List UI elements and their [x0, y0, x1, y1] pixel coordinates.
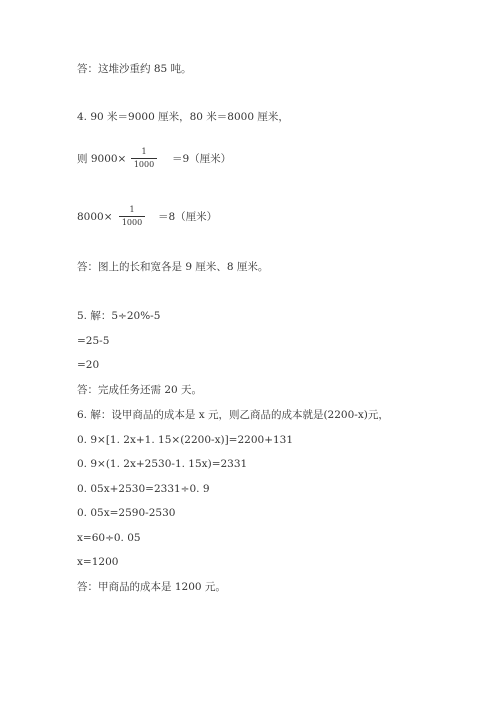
problem-4-line: 4. 90 米＝9000 厘米，80 米＝8000 厘米， — [77, 111, 289, 123]
answer-line-4: 答：图上的长和宽各是 9 厘米、8 厘米。 — [77, 261, 269, 273]
problem-4-calc-1-post: ＝9（厘米） — [172, 153, 232, 165]
answer-line-5: 答：完成任务还需 20 天。 — [77, 384, 203, 396]
problem-5-step-2: =20 — [77, 359, 100, 371]
fraction-1-numerator: 1 — [141, 147, 147, 156]
problem-6-step-1: 0. 9×[1. 2x+1. 15×(2200-x)]=2200+131 — [77, 434, 294, 446]
answer-line-1: 答：这堆沙重约 85 吨。 — [77, 63, 192, 75]
problem-5-line: 5. 解：5÷20%-5 — [77, 310, 161, 322]
problem-6-step-6: x=1200 — [77, 556, 119, 568]
fraction-2-numerator: 1 — [129, 205, 135, 214]
fraction-1-bar — [131, 158, 157, 159]
fraction-1-denominator: 1000 — [133, 160, 155, 169]
fraction-1 — [131, 147, 157, 170]
fraction-2-bar — [119, 216, 145, 217]
problem-6-step-3: 0. 05x+2530=2331÷0. 9 — [77, 483, 210, 495]
problem-6-line: 6. 解：设甲商品的成本是 x 元，则乙商品的成本就是(2200-x)元， — [77, 409, 389, 421]
answer-line-6: 答：甲商品的成本是 1200 元。 — [77, 581, 226, 593]
fraction-2 — [119, 205, 145, 228]
problem-4-calc-2-pre: 8000× — [77, 211, 113, 223]
problem-6-step-4: 0. 05x=2590-2530 — [77, 507, 176, 519]
problem-5-step-1: =25-5 — [77, 335, 110, 347]
problem-4-calc-2-post: ＝8（厘米） — [158, 211, 218, 223]
problem-4-calc-1-pre: 则 9000× — [77, 153, 127, 165]
problem-6-step-5: x=60÷0. 05 — [77, 532, 141, 544]
fraction-2-denominator: 1000 — [121, 218, 143, 227]
problem-6-step-2: 0. 9×(1. 2x+2530-1. 15x)=2331 — [77, 458, 248, 470]
